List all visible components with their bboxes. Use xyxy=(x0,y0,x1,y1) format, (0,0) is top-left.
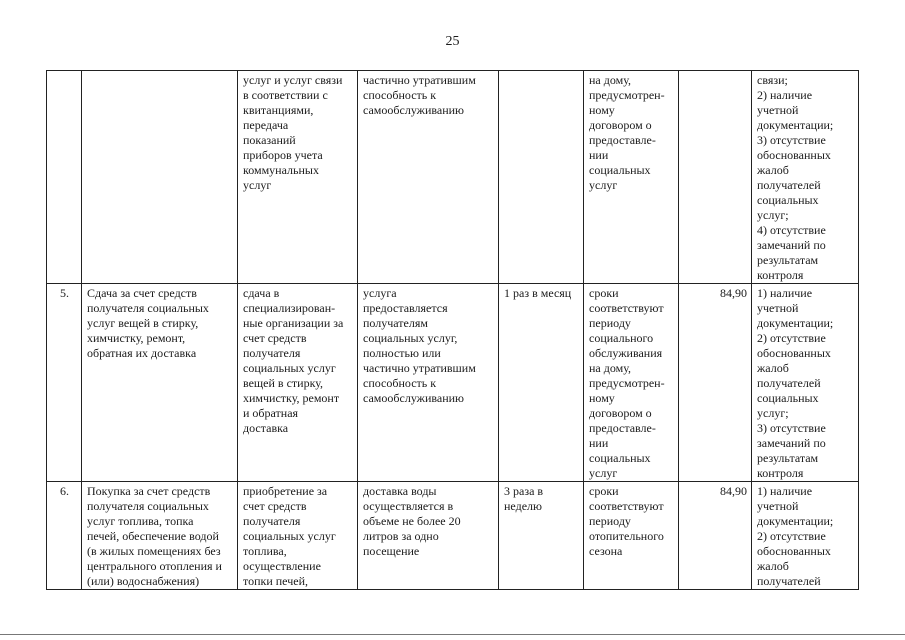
table-row xyxy=(47,482,859,590)
service-price xyxy=(679,71,752,284)
service-price: 84,90 xyxy=(679,284,752,482)
quality-criteria: 1) наличие учетной документации; 2) отсутствие обоснованных жалоб получателей xyxy=(752,482,859,590)
service-recipients: услуга предоставляется получателям социальных услуг, полностью или частично утратившим способность к самообслуживанию xyxy=(358,284,499,482)
row-number: 6. xyxy=(47,482,82,590)
service-terms: сроки соответствуют периоду отопительного сезона xyxy=(584,482,679,590)
quality-criteria: связи; 2) наличие учетной документации; 3) отсутствие обоснованных жалоб получателей социальных услуг; 4) отсутствие замечаний по результатам контроля xyxy=(752,71,859,284)
service-recipients: частично утратившим способность к самообслуживанию xyxy=(358,71,499,284)
table-row xyxy=(47,71,859,284)
service-frequency xyxy=(499,71,584,284)
service-name xyxy=(82,71,238,284)
service-frequency: 3 раза в неделю xyxy=(499,482,584,590)
services-table xyxy=(46,70,859,590)
page-number: 25 xyxy=(445,34,460,49)
service-name: Покупка за счет средств получателя социальных услуг топлива, топка печей, обеспечение водой (в жилых помещениях без центрального отопления и (или) водоснабжения) xyxy=(82,482,238,590)
row-number xyxy=(47,71,82,284)
footer-divider xyxy=(0,634,905,635)
row-number: 5. xyxy=(47,284,82,482)
service-content: приобретение за счет средств получателя социальных услуг топлива, осуществление топки печей, xyxy=(238,482,358,590)
service-content: сдача в специализирован- ные организации за счет средств получателя социальных услуг вещей в стирку, химчистку, ремонт и обратная доставка xyxy=(238,284,358,482)
service-recipients: доставка воды осуществляется в объеме не более 20 литров за одно посещение xyxy=(358,482,499,590)
service-name: Сдача за счет средств получателя социальных услуг вещей в стирку, химчистку, ремонт, обратная их доставка xyxy=(82,284,238,482)
service-terms: сроки соответствуют периоду социального обслуживания на дому, предусмотрен- ному договором о предоставле- нии социальных услуг xyxy=(584,284,679,482)
service-frequency: 1 раз в месяц xyxy=(499,284,584,482)
table-row xyxy=(47,284,859,482)
service-price: 84,90 xyxy=(679,482,752,590)
service-content: услуг и услуг связи в соответствии с квитанциями, передача показаний приборов учета коммунальных услуг xyxy=(238,71,358,284)
service-terms: на дому, предусмотрен- ному договором о предоставле- нии социальных услуг xyxy=(584,71,679,284)
quality-criteria: 1) наличие учетной документации; 2) отсутствие обоснованных жалоб получателей социальных услуг; 3) отсутствие замечаний по результатам контроля xyxy=(752,284,859,482)
